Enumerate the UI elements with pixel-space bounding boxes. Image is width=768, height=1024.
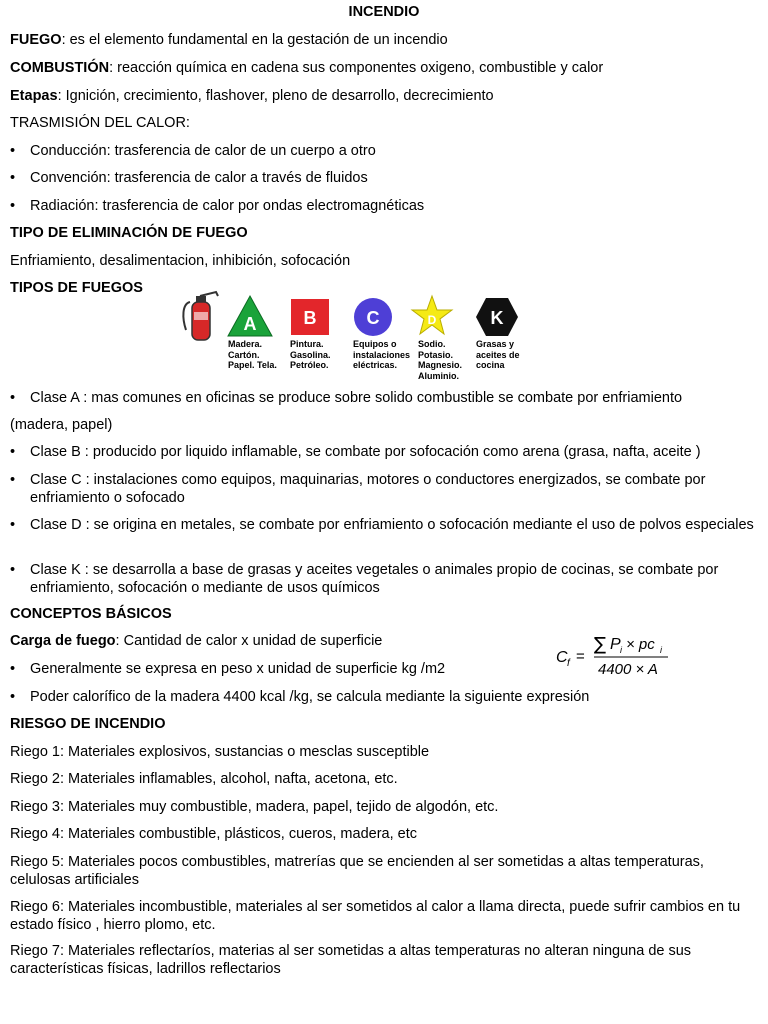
svg-text:f: f	[567, 658, 570, 669]
combustion-def: : reacción química en cadena sus componentes oxigeno, combustible y calor	[109, 60, 604, 76]
eliminacion-text: Enfriamiento, desalimentacion, inhibición, sofocación	[10, 253, 351, 269]
svg-text:K: K	[490, 308, 504, 328]
fuego-term: FUEGO	[10, 32, 62, 48]
svg-text:C: C	[366, 308, 380, 328]
class-b-square-icon	[290, 298, 330, 336]
etapas-definition	[10, 87, 494, 105]
list-item: Riego 5: Materiales pocos combustibles, matrerías que se encienden al ser sometidas a altas temperaturas, celulosas artificiales	[10, 854, 704, 888]
svg-text:B: B	[303, 308, 317, 328]
svg-text:∑: ∑	[594, 634, 607, 655]
svg-text:i: i	[660, 645, 662, 655]
list-item: Riego 6: Materiales incombustible, materiales al ser sometidos al calor a llama directa, puede sufrir cambios en tu estado físico , hierro plomo, etc.	[10, 899, 741, 933]
combustion-definition	[10, 59, 603, 77]
transmision-heading: TRASMISIÓN DEL CALOR:	[10, 115, 190, 131]
list-item: Riego 7: Materiales reflectaríos, materias al ser sometidas a altas temperaturas no alteran ninguna de sus características físicas, ladrillos reflectarios	[10, 943, 692, 977]
carga-definition	[10, 632, 382, 650]
svg-text:i: i	[620, 645, 622, 655]
class-k-hexagon-icon	[474, 296, 520, 338]
combustion-term: COMBUSTIÓN	[10, 60, 110, 76]
svg-text:C: C	[556, 649, 568, 666]
etapas-def: : Ignición, crecimiento, flashover, pleno de desarrollo, decrecimiento	[57, 88, 494, 104]
svg-text:=: =	[576, 648, 585, 665]
clase-a-continuation: (madera, papel)	[10, 417, 113, 433]
list-item: Riego 2: Materiales inflamables, alcohol, nafta, acetona, etc.	[10, 771, 398, 787]
document-page: INCENDIO FUEGO: es el elemento fundamental en la gestación de un incendio COMBUSTIÓN: reacción química en cadena sus componentes oxigeno, combustible y calor Etapas: Ignición, crecimiento, flashover, pleno de desarrollo, decrecimiento TRASMISIÓN DEL CALOR: • Conducción: trasferencia de calor de un cuerpo a otro • Convención: trasferencia de calor a través de fluidos • Radiación: trasferencia de calor por ondas electromagnéticas TIPO DE ELIMINACIÓN DE FUEGO Enfriamiento, desalimentacion, inhibición, sofocación TIPOS DE FUEGOS A Madera. Cartón. Papel. Tela. B Pintura. Gasolina. Petróleo. C Equipos o instalaciones eléctricas. D Sodio. Potasio. Magnesio. Aluminio. K Grasas y aceites de cocina • Clase A : mas comunes en oficinas se produce sobre solido combustible se combate por enfriamiento (madera, papel) • Clase B : producido por liquido inflamable, se combate por sofocación como arena (grasa, nafta, aceite ) • Clase C : instalaciones como equipos, maquinarias, motores o conductores energizados, se combate por enfriamiento o sofocado • Clase D : se origina en metales, se combate por enfriamiento o sofocación mediante el uso de polvos especiales • Clase K : se desarrolla a base de grasas y aceites vegetales o animales propio de cocinas, se combate por enfriamiento, sofocación o mediante de usos químicos CONCEPTOS BÁSICOS Carga de fuego: Cantidad de calor x unidad de superficie • Generalmente se expresa en peso x unidad de superficie kg /m2 • Poder calorífico de la madera 4400 kcal /kg, se calcula mediante la siguiente expresión C f = ∑ P i × pc i 4400 × A RIESGO DE INCENDIO Riego 1: Materiales explosivos, sustancias o mesclas susceptible Riego 2: Materiales inflamables, alcohol, nafta, acetona, etc. Riego 3: Materiales muy combustible, madera, papel, tejido de algodón, etc. Riego 4: Materiales combustible, plásticos, cueros, madera, etc Riego 5: Materiales pocos combustibles, matrerías que se encienden al ser sometidas a altas temperaturas, celulosas artificiales Riego 6: Materiales incombustible, materiales al ser sometidos al calor a llama directa, puede sufrir cambios en tu estado físico , hierro plomo, etc. Riego 7: Materiales reflectaríos, materias al ser sometidas a altas temperaturas no alteran ninguna de sus características físicas, ladrillos reflectarios	[0, 0, 768, 1024]
class-k-label: Grasas y aceites de cocina	[476, 339, 520, 370]
fuego-definition	[10, 31, 448, 49]
list-item: Riego 4: Materiales combustible, plásticos, cueros, madera, etc	[10, 826, 417, 842]
eliminacion-heading: TIPO DE ELIMINACIÓN DE FUEGO	[10, 225, 248, 241]
class-c-circle-icon	[352, 296, 394, 338]
svg-text:× pc: × pc	[626, 636, 655, 653]
list-item: Riego 1: Materiales explosivos, sustancias o mesclas susceptible	[10, 744, 430, 760]
class-c-label: Equipos o instalaciones eléctricas.	[353, 339, 411, 370]
svg-text:D: D	[427, 313, 437, 327]
conceptos-heading: CONCEPTOS BÁSICOS	[10, 606, 172, 622]
etapas-term: Etapas	[10, 88, 58, 104]
riesgo-heading: RIESGO DE INCENDIO	[10, 716, 166, 732]
svg-text:4400 × A: 4400 × A	[598, 661, 658, 678]
class-a-label: Madera. Cartón. Papel. Tela.	[228, 339, 277, 370]
class-b-label: Pintura. Gasolina. Petróleo.	[290, 339, 331, 370]
carga-term: Carga de fuego	[10, 633, 116, 649]
class-a-triangle-icon	[226, 294, 274, 338]
list-item: Riego 3: Materiales muy combustible, madera, papel, tejido de algodón, etc.	[10, 799, 499, 815]
svg-text:A: A	[243, 314, 257, 334]
svg-text:P: P	[610, 636, 621, 653]
class-d-label: Sodio. Potasio. Magnesio. Aluminio.	[418, 339, 463, 381]
carga-def: : Cantidad de calor x unidad de superficie	[115, 633, 383, 649]
class-d-star-icon	[410, 294, 454, 338]
page-title: INCENDIO	[348, 4, 420, 20]
tipos-heading: TIPOS DE FUEGOS	[10, 280, 143, 296]
fire-extinguisher-icon	[180, 290, 222, 342]
carga-fuego-formula	[556, 630, 676, 680]
fuego-def: : es el elemento fundamental en la gestación de un incendio	[61, 32, 448, 48]
